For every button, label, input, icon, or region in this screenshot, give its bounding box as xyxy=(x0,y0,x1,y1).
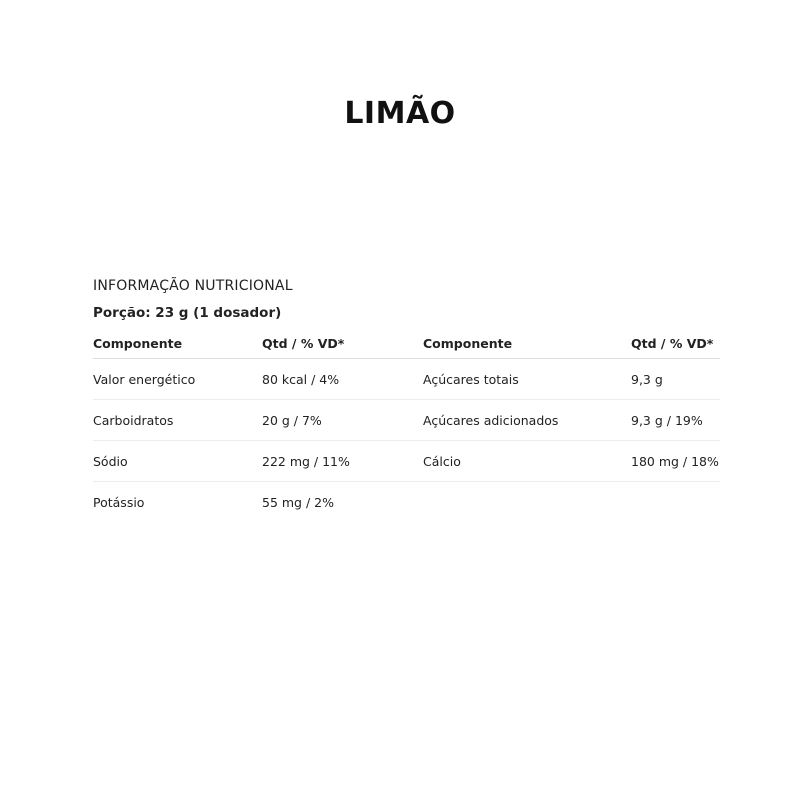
table-row xyxy=(93,441,720,482)
cell-quantity: 55 mg / 2% xyxy=(262,494,334,510)
cell-quantity: 9,3 g / 19% xyxy=(631,400,720,441)
product-title: LIMÃO xyxy=(344,96,456,131)
header-component-right: Componente xyxy=(423,336,631,359)
nutrition-info-section xyxy=(93,277,720,522)
cell-component: Sódio xyxy=(93,441,262,482)
table-row xyxy=(93,359,720,400)
cell-quantity: 80 kcal / 4% xyxy=(262,359,423,400)
cell-component xyxy=(423,482,631,523)
table-row xyxy=(93,482,720,523)
cell-component: Carboidratos xyxy=(93,400,262,441)
cell-component: Potássio xyxy=(93,494,145,510)
cell-component: Açúcares adicionados xyxy=(423,400,631,441)
cell-quantity: 9,3 g xyxy=(631,359,720,400)
cell-quantity: 180 mg / 18% xyxy=(631,441,720,482)
table-row xyxy=(93,400,720,441)
nutrition-table xyxy=(93,336,720,522)
cell-component: Valor energético xyxy=(93,359,262,400)
header-component-left: Componente xyxy=(93,336,262,359)
header-quantity-left: Qtd / % VD* xyxy=(262,336,423,359)
cell-component: Açúcares totais xyxy=(423,359,631,400)
table-header-row xyxy=(93,336,720,359)
portion-size: Porção: 23 g (1 dosador) xyxy=(93,305,282,321)
cell-quantity: 20 g / 7% xyxy=(262,400,423,441)
cell-component: Cálcio xyxy=(423,441,631,482)
nutrition-heading: INFORMAÇÃO NUTRICIONAL xyxy=(93,278,293,294)
header-quantity-right: Qtd / % VD* xyxy=(631,336,720,359)
cell-quantity: 222 mg / 11% xyxy=(262,441,423,482)
cell-quantity xyxy=(631,482,720,523)
